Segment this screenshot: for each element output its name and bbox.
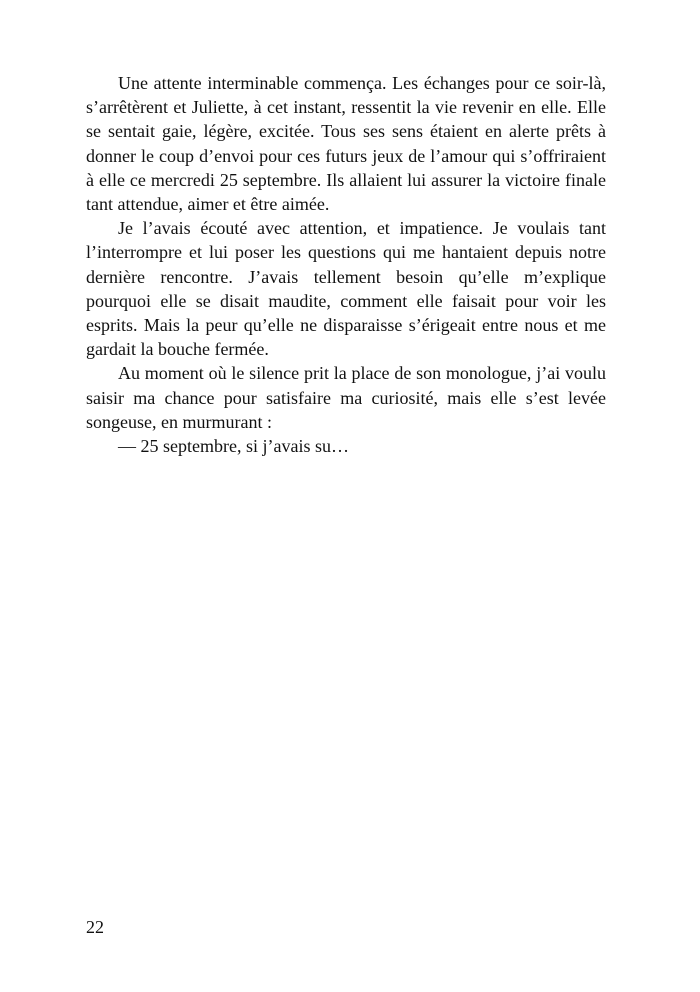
- paragraph: Je l’avais écouté avec attention, et impatience. Je voulais tant l’interrompre et lui poser les questions qui me hantaient depuis notre dernière rencontre. J’avais tellement besoin qu’elle m’explique pourquoi elle se disait maudite, comment elle faisait pour voir les esprits. Mais la peur qu’elle ne disparaisse s’érigeait entre nous et me gardait la bouche fermée.: [86, 218, 606, 360]
- dialogue-line: — 25 septembre, si j’avais su…: [118, 436, 349, 457]
- page-number: 22: [86, 917, 104, 937]
- page-body: [86, 71, 606, 458]
- paragraph: Au moment où le silence prit la place de son monologue, j’ai voulu saisir ma chance pour satisfaire ma curiosité, mais elle s’est levée songeuse, en murmurant :: [86, 363, 606, 432]
- paragraph: Une attente interminable commença. Les échanges pour ce soir-là, s’arrêtèrent et Juliette, à cet instant, ressentit la vie revenir en elle. Elle se sentait gaie, légère, excitée. Tous ses sens étaient en alerte prêts à donner le coup d’envoi pour ces futurs jeux de l’amour qui s’offriraient à elle ce mercredi 25 septembre. Ils allaient lui assurer la victoire finale tant attendue, aimer et être aimée.: [86, 73, 606, 215]
